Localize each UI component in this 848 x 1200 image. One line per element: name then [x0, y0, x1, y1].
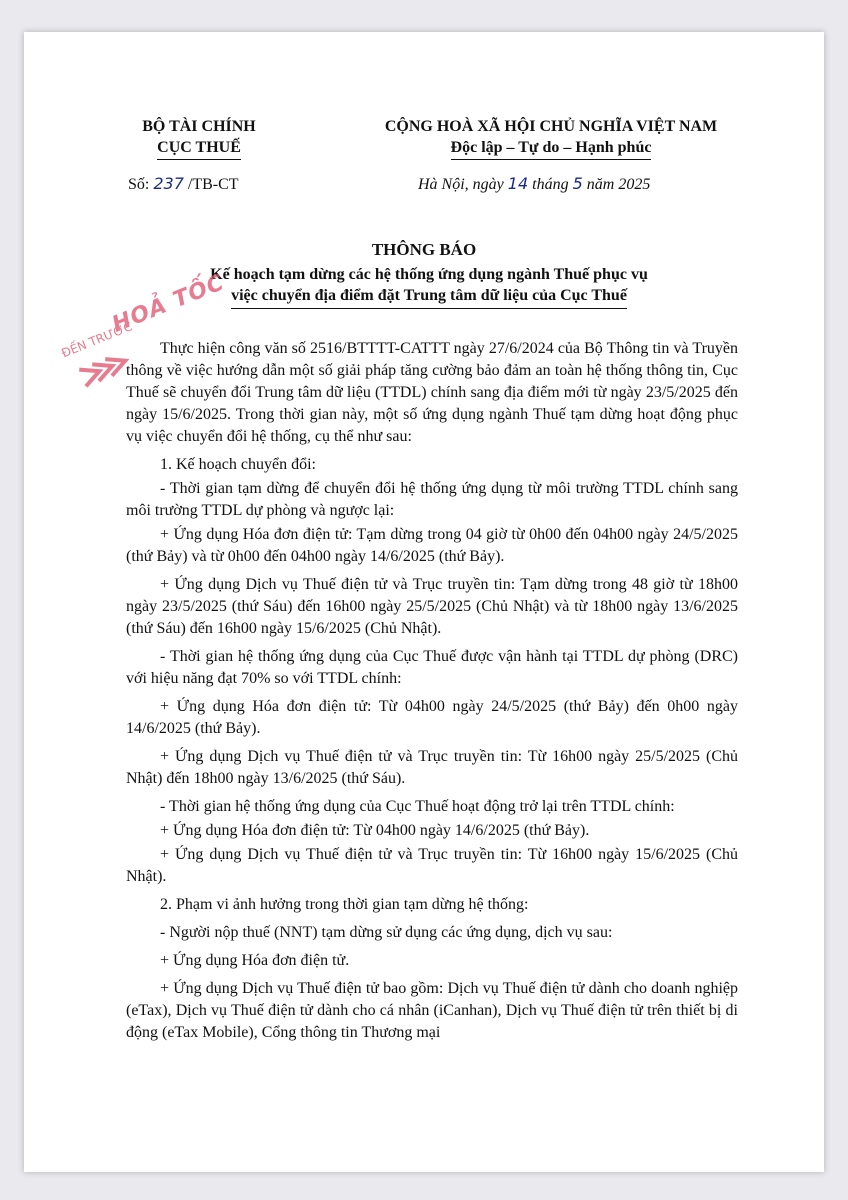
national-header: [366, 116, 736, 160]
issuer-block: [124, 116, 274, 160]
handwritten-day: 14: [507, 174, 529, 193]
stamp-prefix: ĐẾN TRƯỚC: [59, 319, 135, 361]
handwritten-month: 5: [572, 174, 583, 193]
paragraph: Thực hiện công văn số 2516/BTTTT-CATTT ngày 27/6/2024 của Bộ Thông tin và Truyền thông về việc hướng dẫn một số giải pháp tăng cường bảo đảm an toàn hệ thống thông tin, Cục Thuế sẽ chuyển đổi Trung tâm dữ liệu (TTDL) chính sang địa điểm mới từ ngày 23/5/2025 đến ngày 15/6/2025. Trong thời gian này, một số ứng dụng ngành Thuế tạm dừng hoạt động phục vụ việc chuyển đổi hệ thống, cụ thể như sau:: [126, 340, 738, 445]
republic-name: CỘNG HOÀ XÃ HỘI CHỦ NGHĨA VIỆT NAM: [384, 118, 718, 135]
document-body: [126, 338, 738, 1046]
paragraph: + Ứng dụng Dịch vụ Thuế điện tử và Trục truyền tin: Từ 16h00 ngày 25/5/2025 (Chủ Nhật) đến 18h00 ngày 13/6/2025 (thứ Sáu).: [126, 748, 738, 787]
document-subtitle: Kế hoạch tạm dừng các hệ thống ứng dụng ngành Thuế phục vụ việc chuyển địa điểm đặt Trung tâm dữ liệu của Cục Thuế: [144, 264, 714, 309]
paragraph: - Thời gian tạm dừng để chuyển đổi hệ thống ứng dụng từ môi trường TTDL chính sang môi trường TTDL dự phòng và ngược lại:: [126, 480, 738, 519]
paragraph: + Ứng dụng Dịch vụ Thuế điện tử và Trục truyền tin: Tạm dừng trong 48 giờ từ 18h00 ngày 23/5/2025 (thứ Sáu) đến 16h00 ngày 25/5/2025 (Chủ Nhật) và từ 18h00 ngày 13/6/2025 (thứ Sáu) đến 16h00 ngày 15/6/2025 (Chủ Nhật).: [126, 576, 738, 637]
document-page: [24, 32, 824, 1172]
stamp-label: HOẢ TỐC: [108, 270, 229, 338]
paragraph: - Thời gian hệ thống ứng dụng của Cục Thuế được vận hành tại TTDL dự phòng (DRC) với hiệu năng đạt 70% so với TTDL chính:: [126, 648, 738, 687]
ministry-name: BỘ TÀI CHÍNH: [142, 118, 256, 135]
paragraph: + Ứng dụng Hóa đơn điện tử: Từ 04h00 ngày 24/5/2025 (thứ Bảy) đến 0h00 ngày 14/6/2025 (thứ Bảy).: [126, 698, 738, 737]
department-name: CỤC THUẾ: [157, 137, 241, 160]
paragraph: + Ứng dụng Hóa đơn điện tử: Từ 04h00 ngày 14/6/2025 (thứ Bảy).: [160, 822, 590, 839]
paragraph: 2. Phạm vi ảnh hưởng trong thời gian tạm dừng hệ thống:: [160, 896, 529, 913]
handwritten-number: 237: [153, 174, 184, 193]
paragraph: + Ứng dụng Hóa đơn điện tử.: [160, 952, 350, 969]
paragraph: - Thời gian hệ thống ứng dụng của Cục Thuế hoạt động trở lại trên TTDL chính:: [160, 798, 675, 815]
paragraph: 1. Kế hoạch chuyển đổi:: [160, 456, 316, 473]
national-motto: Độc lập – Tự do – Hạnh phúc: [451, 137, 652, 160]
paragraph: + Ứng dụng Dịch vụ Thuế điện tử bao gồm: Dịch vụ Thuế điện tử dành cho doanh nghiệp (eTax), Dịch vụ Thuế điện tử dành cho cá nhân (iCanhan), Dịch vụ Thuế điện tử trên thiết bị di động (eTax Mobile), Cổng thông tin Thương mại: [126, 980, 738, 1041]
paragraph: + Ứng dụng Hóa đơn điện tử: Tạm dừng trong 04 giờ từ 0h00 đến 04h00 ngày 24/5/2025 (thứ Bảy) và từ 0h00 đến 04h00 ngày 14/6/2025 (thứ Bảy).: [126, 526, 738, 565]
document-date: Hà Nội, ngày 14 tháng 5 năm 2025: [418, 174, 651, 193]
document-title: THÔNG BÁO: [371, 240, 477, 259]
document-number: Số: 237 /TB-CT: [128, 174, 239, 193]
paragraph: + Ứng dụng Dịch vụ Thuế điện tử và Trục truyền tin: Từ 16h00 ngày 15/6/2025 (Chủ Nhật).: [126, 846, 738, 885]
paragraph: - Người nộp thuế (NNT) tạm dừng sử dụng các ứng dụng, dịch vụ sau:: [160, 924, 613, 941]
